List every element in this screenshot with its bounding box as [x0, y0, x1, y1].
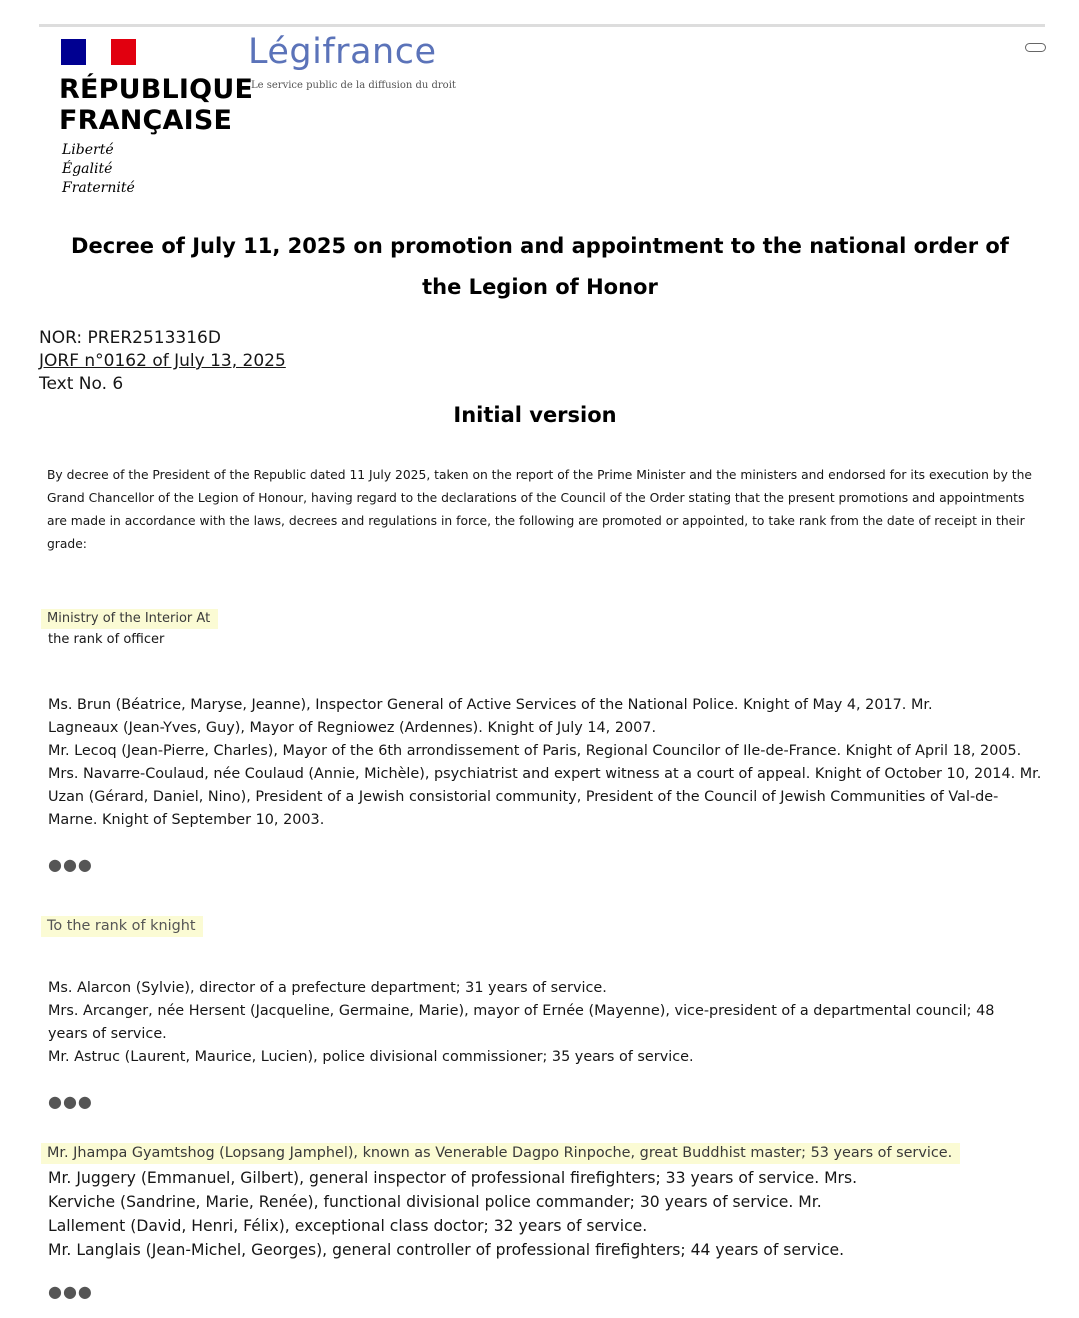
title-line1: Decree of July 11, 2025 on promotion and appointment to the national order of	[71, 234, 1009, 258]
list-item: Mrs. Arcanger, née Hersent (Jacqueline, Germaine, Marie), mayor of Ernée (Mayenne), vice-president of a departmental council; 48	[48, 1003, 995, 1019]
knight-rank-heading-text: To the rank of knight	[41, 916, 203, 937]
ministry-heading	[41, 607, 218, 630]
list-item: Uzan (Gérard, Daniel, Nino), President of a Jewish consistorial community, President of the Council of Jewish Communities of Val-de-	[48, 789, 999, 805]
menu-toggle-icon[interactable]	[1025, 43, 1046, 52]
motto-liberte: Liberté	[62, 142, 114, 158]
highlighted-entry-text: Mr. Jhampa Gyamtshog (Lopsang Jamphel), known as Venerable Dagpo Rinpoche, great Buddhist master; 53 years of service.	[41, 1143, 960, 1164]
omitted-entries-ellipsis: ●●●	[48, 1092, 93, 1111]
marianne-flag-logo	[61, 39, 136, 65]
knight-list-part1	[48, 977, 1048, 1069]
officer-rank-label: the rank of officer	[48, 632, 165, 647]
list-item: Mr. Langlais (Jean-Michel, Georges), general controller of professional firefighters; 44 years of service.	[48, 1241, 845, 1259]
republique-francaise-logo	[59, 74, 253, 136]
list-item: years of service.	[48, 1026, 167, 1042]
list-item: Marne. Knight of September 10, 2003.	[48, 812, 325, 828]
nor-reference: NOR: PRER2513316D	[39, 328, 221, 348]
motto-fraternite: Fraternité	[62, 180, 135, 196]
knight-list-part2	[48, 1166, 1058, 1262]
legifrance-logo[interactable]: Légifrance	[248, 32, 437, 72]
ministry-heading-text: Ministry of the Interior At	[41, 609, 218, 629]
highlighted-entry	[41, 1142, 960, 1165]
list-item: Mr. Astruc (Laurent, Maurice, Lucien), police divisional commissioner; 35 years of service.	[48, 1049, 694, 1065]
omitted-entries-ellipsis: ●●●	[48, 1282, 93, 1301]
intro-paragraph: By decree of the President of the Republic dated 11 July 2025, taken on the report of the Prime Minister and the ministers and endorsed for its execution by the Grand Chancellor of the Legion of Honour, having regard to the declarations of the Council of the Order stating that the present promotions and appointments are made in accordance with the laws, decrees and regulations in force, the following are promoted or appointed, to take rank from the date of receipt in their grade:	[47, 468, 1032, 551]
legifrance-tagline: Le service public de la diffusion du droit	[251, 80, 456, 91]
knight-rank-heading	[41, 915, 203, 938]
republic-line2: FRANÇAISE	[59, 105, 233, 136]
motto	[62, 141, 135, 198]
list-item: Mr. Juggery (Emmanuel, Gilbert), general inspector of professional firefighters; 33 years of service. Mrs.	[48, 1169, 858, 1187]
list-item: Ms. Brun (Béatrice, Maryse, Jeanne), Inspector General of Active Services of the National Police. Knight of May 4, 2017. Mr.	[48, 697, 933, 713]
list-item: Mr. Lecoq (Jean-Pierre, Charles), Mayor of the 6th arrondissement of Paris, Regional Councilor of Ile-de-France. Knight of April 18, 2005.	[48, 743, 1022, 759]
jorf-link[interactable]: JORF n°0162 of July 13, 2025	[39, 351, 286, 371]
list-item: Lagneaux (Jean-Yves, Guy), Mayor of Regniowez (Ardennes). Knight of July 14, 2007.	[48, 720, 657, 736]
top-divider	[39, 24, 1045, 27]
list-item: Kerviche (Sandrine, Marie, Renée), functional divisional police commander; 30 years of service. Mr.	[48, 1193, 822, 1211]
officer-list	[48, 694, 1058, 832]
list-item: Mrs. Navarre-Coulaud, née Coulaud (Annie, Michèle), psychiatrist and expert witness at a court of appeal. Knight of October 10, 2014. Mr.	[48, 766, 1042, 782]
list-item: Ms. Alarcon (Sylvie), director of a prefecture department; 31 years of service.	[48, 980, 607, 996]
document-metadata	[39, 327, 286, 396]
text-number: Text No. 6	[39, 374, 124, 394]
list-item: Lallement (David, Henri, Félix), exceptional class doctor; 32 years of service.	[48, 1217, 648, 1235]
republic-line1: RÉPUBLIQUE	[59, 74, 254, 105]
version-heading: Initial version	[453, 403, 617, 427]
page-title	[40, 226, 1040, 308]
omitted-entries-ellipsis: ●●●	[48, 855, 93, 874]
motto-egalite: Égalité	[62, 161, 113, 177]
title-line2: the Legion of Honor	[422, 275, 658, 299]
